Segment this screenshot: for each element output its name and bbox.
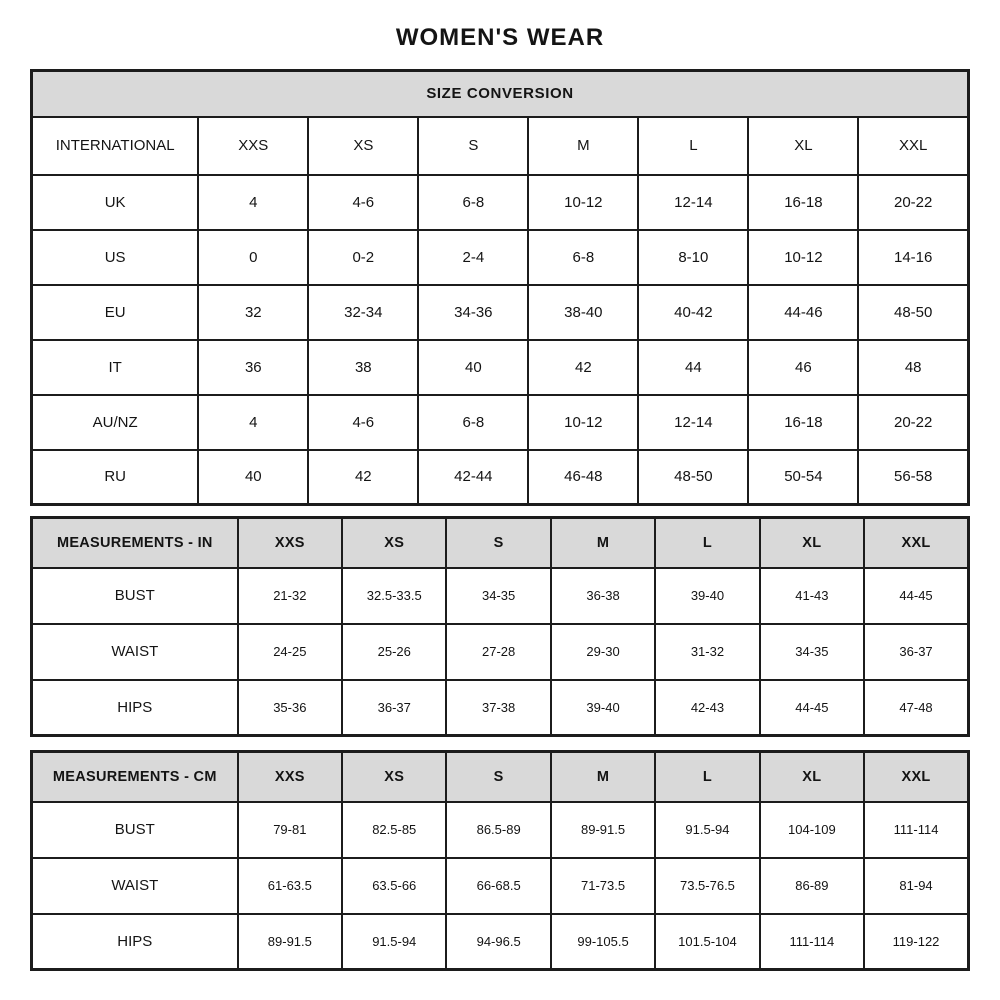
measurement-value-cell: 111-114 [760,914,864,970]
size-value-cell: 38-40 [528,285,638,340]
size-conversion-caption-row [32,71,969,117]
row-label-waist: WAIST [32,624,238,680]
size-value-cell: 2-4 [418,230,528,285]
column-header-xxs: XXS [238,518,342,568]
size-value-cell: 42 [308,450,418,505]
measurement-value-cell: 39-40 [551,680,655,736]
measurement-value-cell: 32.5-33.5 [342,568,446,624]
column-header-m: M [551,752,655,802]
measurement-value-cell: 36-38 [551,568,655,624]
size-value-cell: 46-48 [528,450,638,505]
size-value-cell: 0 [198,230,308,285]
measurement-value-cell: 104-109 [760,802,864,858]
size-value-cell: 44 [638,340,748,395]
measurement-value-cell: 99-105.5 [551,914,655,970]
measurement-value-cell: 44-45 [864,568,968,624]
measurement-value-cell: 91.5-94 [342,914,446,970]
column-header-s: S [446,752,550,802]
size-value-cell: 16-18 [748,175,858,230]
column-header-s: S [446,518,550,568]
table-row-hips-cm [32,914,969,970]
measurement-value-cell: 42-43 [655,680,759,736]
measurement-value-cell: 89-91.5 [238,914,342,970]
size-value-cell: 10-12 [748,230,858,285]
measurements-in-table [30,516,970,737]
size-value-cell: 42-44 [418,450,528,505]
column-header-m: M [528,117,638,175]
column-header-xs: XS [342,518,446,568]
measurement-value-cell: 101.5-104 [655,914,759,970]
measurements-cm-header: MEASUREMENTS - CM [32,752,238,802]
table-row-hips-in [32,680,969,736]
measurement-value-cell: 24-25 [238,624,342,680]
page-title: WOMEN'S WEAR [395,24,605,51]
column-header-xxl: XXL [864,752,968,802]
column-header-xl: XL [760,518,864,568]
table-row-us [32,230,969,285]
size-value-cell: 44-46 [748,285,858,340]
table-row-uk [32,175,969,230]
size-value-cell: 20-22 [858,175,968,230]
size-value-cell: 34-36 [418,285,528,340]
measurement-value-cell: 47-48 [864,680,968,736]
table-row-bust-cm [32,802,969,858]
size-value-cell: 20-22 [858,395,968,450]
measurement-value-cell: 82.5-85 [342,802,446,858]
column-header-xxl: XXL [864,518,968,568]
size-value-cell: 48-50 [858,285,968,340]
measurement-value-cell: 86-89 [760,858,864,914]
measurement-value-cell: 71-73.5 [551,858,655,914]
row-label-waist: WAIST [32,858,238,914]
size-conversion-table [30,69,970,506]
column-header-s: S [418,117,528,175]
size-value-cell: 8-10 [638,230,748,285]
table-row-ru [32,450,969,505]
column-header-l: L [638,117,748,175]
size-conversion-column-header-row [32,117,969,175]
measurement-value-cell: 36-37 [342,680,446,736]
size-value-cell: 46 [748,340,858,395]
measurement-value-cell: 34-35 [760,624,864,680]
measurement-value-cell: 86.5-89 [446,802,550,858]
size-value-cell: 50-54 [748,450,858,505]
size-value-cell: 4-6 [308,175,418,230]
measurement-value-cell: 66-68.5 [446,858,550,914]
size-value-cell: 42 [528,340,638,395]
row-label-bust: BUST [32,568,238,624]
size-value-cell: 0-2 [308,230,418,285]
column-header-m: M [551,518,655,568]
measurement-value-cell: 21-32 [238,568,342,624]
measurement-value-cell: 111-114 [864,802,968,858]
size-value-cell: 36 [198,340,308,395]
row-label-it: IT [32,340,199,395]
measurement-value-cell: 36-37 [864,624,968,680]
table-row-aunz [32,395,969,450]
table-row-eu [32,285,969,340]
measurements-in-header: MEASUREMENTS - IN [32,518,238,568]
size-value-cell: 40 [198,450,308,505]
column-header-xs: XS [342,752,446,802]
measurements-cm-table [30,750,970,971]
size-value-cell: 4 [198,395,308,450]
size-value-cell: 32-34 [308,285,418,340]
measurement-value-cell: 39-40 [655,568,759,624]
table-row-waist-in [32,624,969,680]
column-header-xxs: XXS [198,117,308,175]
row-label-hips: HIPS [32,680,238,736]
measurement-value-cell: 27-28 [446,624,550,680]
table-row-bust-in [32,568,969,624]
size-value-cell: 6-8 [418,395,528,450]
measurement-value-cell: 31-32 [655,624,759,680]
size-value-cell: 38 [308,340,418,395]
measurement-value-cell: 41-43 [760,568,864,624]
size-value-cell: 16-18 [748,395,858,450]
measurement-value-cell: 91.5-94 [655,802,759,858]
measurement-value-cell: 34-35 [446,568,550,624]
measurements-cm-header-row [32,752,969,802]
size-value-cell: 4-6 [308,395,418,450]
measurement-value-cell: 61-63.5 [238,858,342,914]
column-header-xl: XL [760,752,864,802]
row-label-bust: BUST [32,802,238,858]
measurement-value-cell: 94-96.5 [446,914,550,970]
row-label-us: US [32,230,199,285]
column-header-l: L [655,752,759,802]
measurement-value-cell: 119-122 [864,914,968,970]
measurement-value-cell: 81-94 [864,858,968,914]
column-header-international: INTERNATIONAL [32,117,199,175]
measurement-value-cell: 37-38 [446,680,550,736]
measurement-value-cell: 35-36 [238,680,342,736]
column-header-xxs: XXS [238,752,342,802]
row-label-hips: HIPS [32,914,238,970]
measurement-value-cell: 44-45 [760,680,864,736]
size-conversion-header: SIZE CONVERSION [32,71,969,117]
measurement-value-cell: 79-81 [238,802,342,858]
size-value-cell: 32 [198,285,308,340]
size-value-cell: 40-42 [638,285,748,340]
measurement-value-cell: 73.5-76.5 [655,858,759,914]
size-value-cell: 14-16 [858,230,968,285]
row-label-eu: EU [32,285,199,340]
size-value-cell: 12-14 [638,175,748,230]
size-value-cell: 48-50 [638,450,748,505]
row-label-aunz: AU/NZ [32,395,199,450]
size-value-cell: 12-14 [638,395,748,450]
size-value-cell: 6-8 [418,175,528,230]
column-header-xxl: XXL [858,117,968,175]
measurements-in-header-row [32,518,969,568]
size-value-cell: 56-58 [858,450,968,505]
measurement-value-cell: 29-30 [551,624,655,680]
measurement-value-cell: 25-26 [342,624,446,680]
size-value-cell: 6-8 [528,230,638,285]
measurement-value-cell: 89-91.5 [551,802,655,858]
table-row-waist-cm [32,858,969,914]
size-value-cell: 40 [418,340,528,395]
column-header-xl: XL [748,117,858,175]
row-label-uk: UK [32,175,199,230]
column-header-xs: XS [308,117,418,175]
measurement-value-cell: 63.5-66 [342,858,446,914]
table-row-it [32,340,969,395]
size-value-cell: 4 [198,175,308,230]
row-label-ru: RU [32,450,199,505]
size-value-cell: 10-12 [528,175,638,230]
column-header-l: L [655,518,759,568]
size-value-cell: 48 [858,340,968,395]
size-value-cell: 10-12 [528,395,638,450]
